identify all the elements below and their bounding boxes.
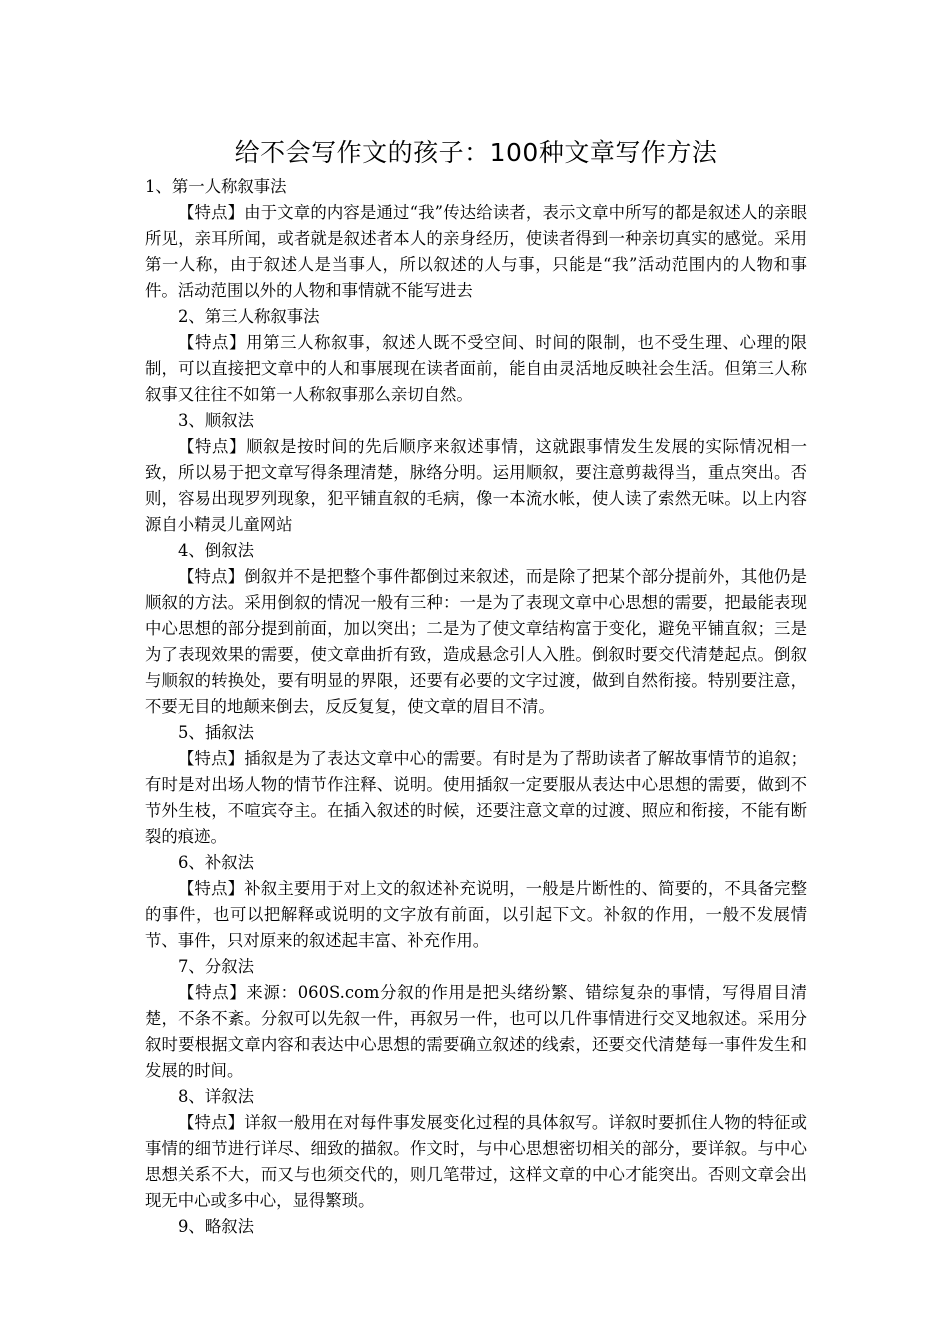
section-body: 【特点】补叙主要用于对上文的叙述补充说明，一般是片断性的、简要的，不具备完整的事件，也可以把解释或说明的文字放有前面，以引起下文。补叙的作用，一般不发展情节、事件，只对原来的叙述起丰富、补充作用。 — [145, 879, 807, 950]
section-heading: 7、分叙法 — [178, 957, 254, 976]
section-2 — [145, 304, 807, 408]
section-7 — [145, 954, 807, 1084]
section-body: 【特点】详叙一般用在对每件事发展变化过程的具体叙写。详叙时要抓住人物的特征或事情的细节进行详尽、细致的描叙。作文时，与中心思想密切相关的部分，要详叙。与中心思想关系不大，而又与也须交代的，则几笔带过，这样文章的中心才能突出。否则文章会出现无中心或多中心，显得繁琐。 — [145, 1113, 807, 1210]
section-heading: 8、详叙法 — [178, 1087, 254, 1106]
section-body: 【特点】来源：060S.com分叙的作用是把头绪纷繁、错综复杂的事情，写得眉目清楚，不条不紊。分叙可以先叙一件，再叙另一件，也可以几件事情进行交叉地叙述。采用分叙时要根据文章内容和表达中心思想的需要确立叙述的线索，还要交代清楚每一事件发生和发展的时间。 — [145, 983, 807, 1080]
section-9 — [145, 1214, 807, 1240]
section-8 — [145, 1084, 807, 1214]
section-6 — [145, 850, 807, 954]
section-heading: 1、第一人称叙事法 — [145, 177, 287, 196]
section-4 — [145, 538, 807, 720]
section-5 — [145, 720, 807, 850]
document-page — [145, 132, 807, 1240]
section-3 — [145, 408, 807, 538]
document-title: 给不会写作文的孩子：100种文章写作方法 — [234, 138, 718, 167]
section-heading: 2、第三人称叙事法 — [178, 307, 320, 326]
section-body: 【特点】插叙是为了表达文章中心的需要。有时是为了帮助读者了解故事情节的追叙；有时是对出场人物的情节作注释、说明。使用插叙一定要服从表达中心思想的需要，做到不节外生枝，不喧宾夺主。在插入叙述的时候，还要注意文章的过渡、照应和衔接，不能有断裂的痕迹。 — [145, 749, 807, 846]
section-heading: 5、插叙法 — [178, 723, 254, 742]
section-body: 【特点】用第三人称叙事，叙述人既不受空间、时间的限制，也不受生理、心理的限制，可以直接把文章中的人和事展现在读者面前，能自由灵活地反映社会生活。但第三人称叙事又往往不如第一人称叙事那么亲切自然。 — [145, 333, 807, 404]
section-heading: 9、略叙法 — [178, 1217, 254, 1236]
section-body: 【特点】倒叙并不是把整个事件都倒过来叙述，而是除了把某个部分提前外，其他仍是顺叙的方法。采用倒叙的情况一般有三种：一是为了表现文章中心思想的需要，把最能表现中心思想的部分提到前面，加以突出；二是为了使文章结构富于变化，避免平铺直叙；三是为了表现效果的需要，使文章曲折有致，造成悬念引人入胜。倒叙时要交代清楚起点。倒叙与顺叙的转换处，要有明显的界限，还要有必要的文字过渡，做到自然衔接。特别要注意，不要无目的地颠来倒去，反反复复，使文章的眉目不清。 — [145, 567, 807, 716]
section-heading: 3、顺叙法 — [178, 411, 254, 430]
section-1 — [145, 174, 807, 304]
section-heading: 4、倒叙法 — [178, 541, 254, 560]
section-body: 【特点】由于文章的内容是通过“我”传达给读者，表示文章中所写的都是叙述人的亲眼所见，亲耳所闻，或者就是叙述者本人的亲身经历，使读者得到一种亲切真实的感觉。采用第一人称，由于叙述人是当事人，所以叙述的人与事，只能是“我”活动范围内的人物和事件。活动范围以外的人物和事情就不能写进去 — [145, 203, 807, 300]
section-body: 【特点】顺叙是按时间的先后顺序来叙述事情，这就跟事情发生发展的实际情况相一致，所以易于把文章写得条理清楚，脉络分明。运用顺叙，要注意剪裁得当，重点突出。否则，容易出现罗列现象，犯平铺直叙的毛病，像一本流水帐，使人读了索然无味。以上内容源自小精灵儿童网站 — [145, 437, 807, 534]
section-heading: 6、补叙法 — [178, 853, 254, 872]
